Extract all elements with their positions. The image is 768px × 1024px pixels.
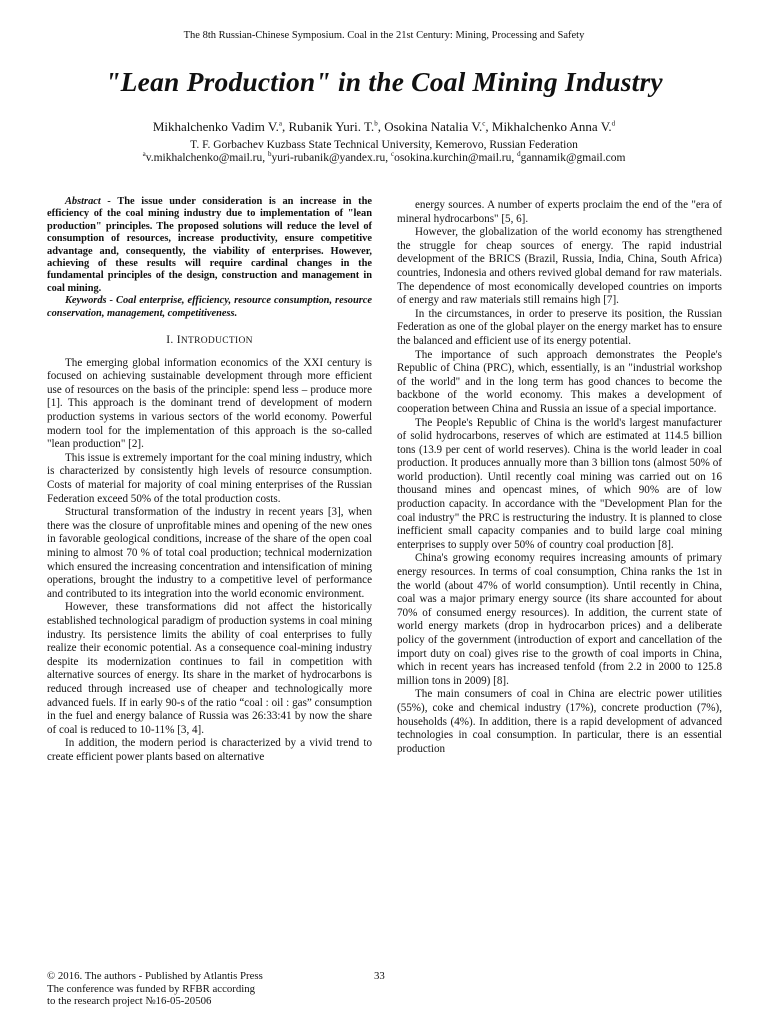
author-mark: c — [482, 119, 486, 128]
body-paragraph: This issue is extremely important for the coal mining industry, which is characterized by consistently high levels of resource consumption. Costs of material for majority of coal mining enterprises of the Russian Federation exceed 50% of the total production costs. — [47, 451, 372, 505]
author-name: Mikhalchenko Anna V. — [491, 119, 612, 134]
footer-notice — [47, 970, 263, 1008]
email-mark: a — [142, 150, 146, 159]
author-name: Mikhalchenko Vadim V. — [152, 119, 279, 134]
email-mark: c — [390, 150, 395, 159]
author-list: Mikhalchenko Vadim V.$^a$, Rubanik Yuri. T.$^b$, Osokina Natalia V.$^c$, Mikhalchenko Anna V.$^d$ — [152, 119, 616, 134]
body-paragraph: However, these transformations did not affect the historically established technological paradigm of production systems in coal mining industry. Its persistence limits the ability of coal enterprises to fully realize their economic potential. As a consequence coal-mining industry despite its modernization continues to fail in competition with alternative sources of energy. Its share in the market of hydrocarbons is reduced through increased use of cheaper and technologically more advanced fuels. If in early 90-s of the ratio “coal : oil : gas” consumption in the fuel and energy balance of Russia was 26:33:41 by now the share of coal is reduced to 10-11% [3, 4]. — [47, 601, 372, 736]
keywords: Keywords - Coal enterprise, efficiency, resource consumption, resource conservation, management, competitiveness. — [47, 295, 372, 319]
body-paragraph: In addition, the modern period is characterized by a vivid trend to create efficient power plants based on alternative — [47, 737, 372, 763]
paper-title: "Lean Production" in the Coal Mining Industry — [105, 66, 663, 97]
author-mark: b — [374, 119, 378, 128]
body-paragraph: The importance of such approach demonstrates the People's Republic of China (PRC), which, essentially, is an "industrial workshop of the world" and in the long term has good chances to become the backbone of the world economy. This makes a development of cooperation between China and Russia an issue of a special importance. — [397, 348, 722, 415]
section-title-rest: NTRODUCTION — [180, 336, 253, 347]
email-link[interactable]: yuri-rubanik@yandex.ru — [271, 152, 386, 164]
affiliation: T. F. Gorbachev Kuzbass State Technical University, Kemerovo, Russian Federation — [190, 139, 578, 151]
page-number: 33 — [374, 970, 385, 982]
section-number: I. — [166, 334, 174, 347]
right-column — [397, 199, 722, 756]
author-mark: d — [611, 119, 616, 128]
body-paragraph: The main consumers of coal in China are electric power utilities (55%), coke and chemical industry (17%), concrete production (7%), households (4%). In addition, there is a rapid development of advanced technologies in coal consumption. In particular, there is an essential production — [397, 688, 722, 755]
body-paragraph: China's growing economy requires increasing amounts of primary energy resources. In terms of coal consumption, China ranks the 1st in the world (about 47% of world consumption). Until recently in China, coal was a major primary energy source (its share accounted for about 70% of consumed energy resources). In addition, the current state of world energy markets (drop in hydrocarbon prices) and a deliberate policy of the government (introduction of export and cancellation of the import duty on coal) gives rise to the growth of coal imports in China, which in recent years has increased tenfold (from 2.2 in 2000 to 125.8 million tons in 2009) [8]. — [397, 552, 722, 687]
body-paragraph: However, the globalization of the world economy has strengthened the struggle for cheap sources of energy. The rapid industrial development of the BRICS (Brazil, Russia, India, China, South Africa) countries, Indonesia and others revived global demand for raw materials. The dependence of most economically developed countries on imports of energy and raw materials still remains high [7]. — [397, 226, 722, 307]
funding-project-line: to the research project №16-05-20506 — [47, 995, 212, 1008]
body-paragraph: The emerging global information economics of the XXI century is focused on achieving sustainable development through more efficient use of resources on the basis of the principle: spend less – produce more [1]. This approach is the dominant trend of development of modern production systems in various sectors of the world economy. Powerful modern tool for the implementation of this approach is the so-called "lean production" [2]. — [47, 356, 372, 451]
abstract-text: The issue under consideration is an increase in the efficiency of the coal mining industry due to implementation of "lean production" principles. The proposed solutions will reduce the level of consumption of resources, increase productivity, ensure competitive advantage and, consequently, the viability of enterprises. However, achieving of these results will require cardinal changes in the fundamental principles of the design, construction and management in coal mining. — [47, 196, 372, 294]
running-head: The 8th Russian-Chinese Symposium. Coal in the 21st Century: Mining, Processing and Safety — [183, 30, 585, 41]
abstract-label: Abstract - — [65, 196, 111, 207]
abstract — [47, 196, 372, 295]
section-heading — [47, 334, 372, 349]
email-link[interactable]: osokina.kurchin@mail.ru — [394, 152, 512, 164]
email-mark: b — [267, 150, 272, 159]
funding-line: The conference was funded by RFBR according — [47, 982, 256, 995]
email-mark: d — [517, 150, 521, 159]
email-link[interactable]: gannamik@gmail.com — [520, 152, 626, 164]
left-column — [47, 196, 372, 764]
body-paragraph: Structural transformation of the industry in recent years [3], when there was the closure of unprofitable mines and opening of the new ones in favorable geological conditions, increase of the share of the open coal mining to almost 70 % of total coal production; technical modernization which ensured the increasing concentration and intensification of mining operations, brought the industry to a competitive level of performance and contributed to its integration into the world economic environment. — [47, 506, 372, 600]
body-paragraph: In the circumstances, in order to preserve its position, the Russian Federation as one of the global player on the energy market has to ensure the balanced and efficient use of its energy potential. — [397, 307, 722, 347]
author-name: Osokina Natalia V. — [384, 119, 483, 134]
author-name: Rubanik Yuri. T. — [288, 119, 375, 134]
section-title-initial: I — [176, 334, 181, 347]
email-link[interactable]: v.mikhalchenko@mail.ru — [145, 152, 263, 164]
email-list: $^a$v.mikhalchenko@mail.ru, $^b$yuri-rubanik@yandex.ru, $^c$osokina.kurchin@mail.ru, $^d$gannamik@gmail.com — [142, 150, 626, 164]
copyright-line: © 2016. The authors - Published by Atlantis Press — [47, 970, 263, 982]
body-paragraph: energy sources. A number of experts proclaim the end of the "era of mineral hydrocarbons" [5, 6]. — [397, 199, 722, 225]
author-mark: a — [278, 119, 282, 128]
body-paragraph: The People's Republic of China is the world's largest manufacturer of solid hydrocarbons, reserves of which are estimated at 114.5 billion tons (13.9 per cent of world reserves). China is the world leader in coal production. It produces annually more than 3 billion tons (almost 50% of world production). Until recently coal mining was carried out on 16 thousand mines and opencast mines, of which 90% are of low production capacity. In accordance with the "Development Plan for the coal industry" the PRC is restructuring the industry. It is planned to close inefficient small capacity companies and to build large coal mining enterprises to supply over 50% of country coal production [8]. — [397, 416, 722, 551]
